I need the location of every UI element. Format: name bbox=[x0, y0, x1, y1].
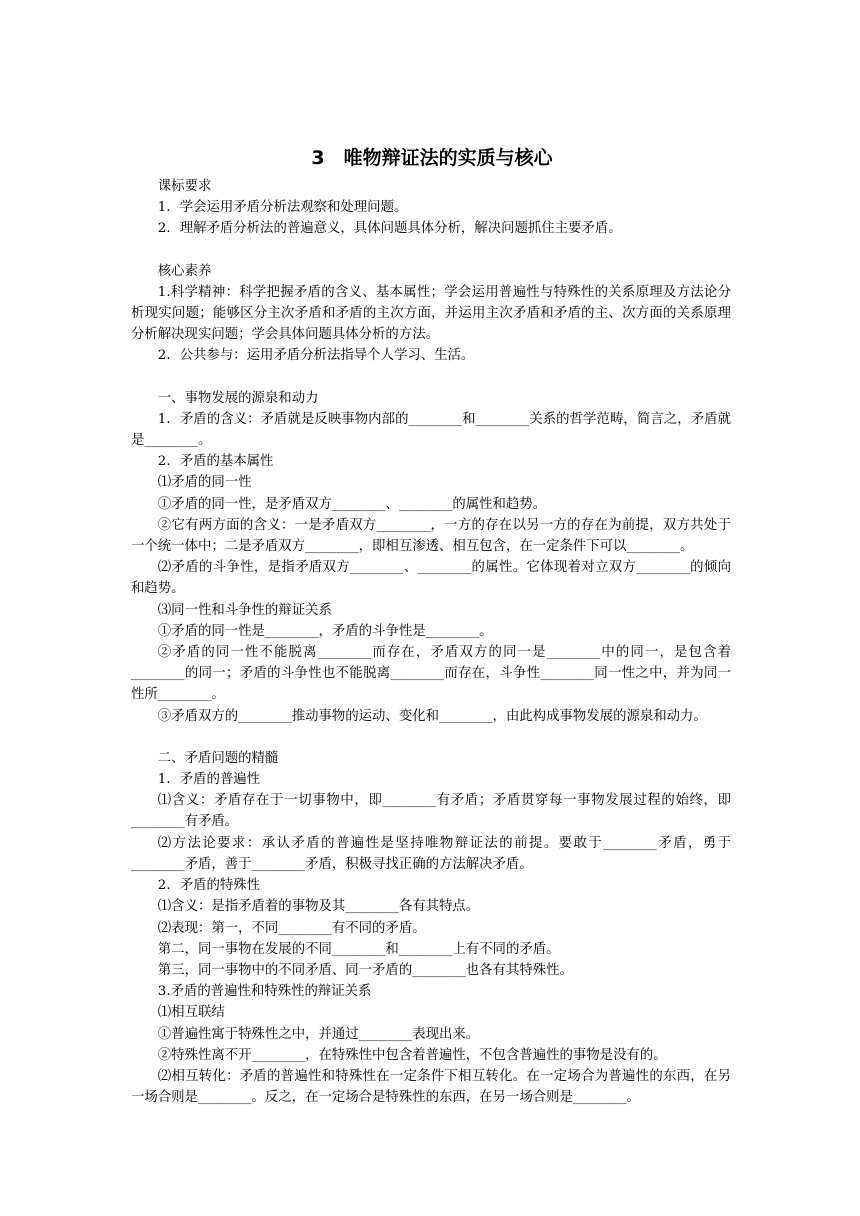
paragraph: 1．矛盾的含义：矛盾就是反映事物内部的________和________关系的哲学范畴，简言之，矛盾就是________。 bbox=[131, 411, 731, 449]
paragraph: ⑵相互转化：矛盾的普遍性和特殊性在一定条件下相互转化。在一定场合为普遍性的东西，在另一场合则是________。反之，在一定场合是特殊性的东西，在另一场合则是________。 bbox=[131, 1068, 731, 1106]
paragraph: ⑴矛盾的同一性 bbox=[157, 475, 252, 491]
paragraph: ①矛盾的同一性，是矛盾双方________、________的属性和趋势。 bbox=[157, 496, 547, 512]
paragraph: 2．矛盾的特殊性 bbox=[157, 878, 261, 894]
paragraph: 2．矛盾的基本属性 bbox=[157, 454, 274, 470]
page-title: 3 唯物辩证法的实质与核心 bbox=[311, 147, 553, 169]
section-heading-core-literacy: 核心素养 bbox=[157, 263, 212, 279]
paragraph: ⑴含义：矛盾存在于一切事物中，即________有矛盾；矛盾贯穿每一事物发展过程的始终，即________有矛盾。 bbox=[131, 793, 731, 830]
paragraph: 1．学会运用矛盾分析法观察和处理问题。 bbox=[157, 200, 408, 216]
spacer bbox=[131, 240, 731, 261]
paragraph: ⑶同一性和斗争性的辩证关系 bbox=[157, 602, 332, 618]
paragraph: ②它有两方面的含义：一是矛盾双方________，一方的存在以另一方的存在为前提，双方共处于一个统一体中；二是矛盾双方________，即相互渗透、相互包含，在一定条件下可以________。 bbox=[131, 517, 731, 555]
paragraph: 2．公共参与：运用矛盾分析法指导个人学习、生活。 bbox=[157, 348, 475, 364]
paragraph: ⑵方法论要求：承认矛盾的普遍性是坚持唯物辩证法的前提。要敢于________矛盾，勇于________矛盾，善于________矛盾，积极寻找正确的方法解决矛盾。 bbox=[131, 835, 731, 872]
paragraph: ⑴含义：是指矛盾着的事物及其________各有其特点。 bbox=[157, 899, 480, 915]
paragraph: ⑵矛盾的斗争性，是指矛盾双方________、________的属性。它体现着对立双方________的倾向和趋势。 bbox=[131, 560, 731, 597]
paragraph: ①矛盾的同一性是________，矛盾的斗争性是________。 bbox=[157, 623, 493, 639]
paragraph: 1．矛盾的普遍性 bbox=[157, 772, 261, 788]
paragraph: ⑵表现：第一，不同________有不同的矛盾。 bbox=[157, 920, 426, 936]
paragraph: ②特殊性离不开________，在特殊性中包含着普遍性，不包含普遍性的事物是没有的。 bbox=[157, 1047, 667, 1063]
spacer bbox=[131, 727, 731, 748]
section-heading-2: 二、矛盾问题的精髓 bbox=[157, 750, 279, 766]
document-page bbox=[131, 146, 731, 1108]
paragraph: ⑴相互联结 bbox=[157, 1005, 225, 1021]
paragraph: 1.科学精神：科学把握矛盾的含义、基本属性；学会运用普遍性与特殊性的关系原理及方法论分析现实问题；能够区分主次矛盾和矛盾的主次方面，并运用主次矛盾和矛盾的主、次方面的关系原理分析解决现实问题；学会具体问题具体分析的方法。 bbox=[131, 284, 731, 343]
paragraph: ③矛盾双方的________推动事物的运动、变化和________，由此构成事物发展的源泉和动力。 bbox=[157, 708, 707, 724]
paragraph: 第二，同一事物在发展的不同________和________上有不同的矛盾。 bbox=[157, 941, 560, 957]
paragraph: 3.矛盾的普遍性和特殊性的辩证关系 bbox=[157, 984, 372, 1000]
paragraph: ①普遍性寓于特殊性之中，并通过________表现出来。 bbox=[157, 1026, 480, 1042]
paragraph: 2．理解矛盾分析法的普遍意义，具体问题具体分析，解决问题抓住主要矛盾。 bbox=[157, 221, 622, 237]
spacer bbox=[131, 367, 731, 388]
section-heading-1: 一、事物发展的源泉和动力 bbox=[157, 390, 319, 406]
paragraph: ②矛盾的同一性不能脱离________而存在，矛盾双方的同一是________中的同一，是包含着________的同一；矛盾的斗争性也不能脱离________而存在，斗争性________同一性之中，并为同一性所________。 bbox=[131, 645, 731, 703]
section-heading-curriculum: 课标要求 bbox=[157, 179, 212, 194]
paragraph: 第三，同一事物中的不同矛盾、同一矛盾的________也各有其特殊性。 bbox=[157, 962, 573, 978]
